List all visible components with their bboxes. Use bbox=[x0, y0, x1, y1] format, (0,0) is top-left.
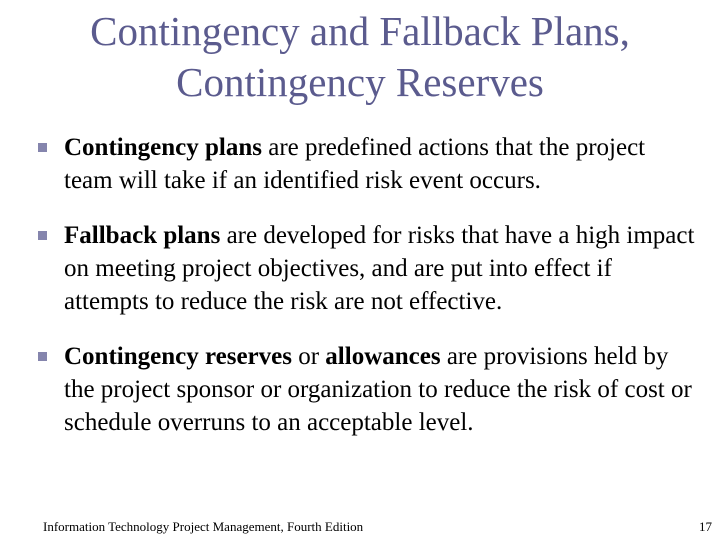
bullet-item bbox=[38, 131, 698, 197]
term: Fallback plans bbox=[64, 222, 221, 249]
bullet-list bbox=[38, 131, 698, 461]
title-line-2: Contingency Reserves bbox=[176, 59, 544, 105]
term: Contingency reserves bbox=[64, 343, 292, 370]
term: Contingency plans bbox=[64, 134, 262, 161]
text: or bbox=[291, 343, 326, 370]
square-bullet-icon bbox=[38, 231, 47, 240]
text: are provisions held by the project sponsor or organization to reduce the risk of cost or schedule overruns to an acceptable level. bbox=[64, 343, 692, 436]
slide-title bbox=[0, 6, 720, 108]
title-line-1: Contingency and Fallback Plans, bbox=[90, 8, 630, 54]
footer-text: Information Technology Project Management, Fourth Edition bbox=[43, 519, 364, 534]
term: allowances bbox=[325, 343, 441, 370]
square-bullet-icon bbox=[38, 352, 47, 361]
bullet-item bbox=[38, 219, 698, 318]
square-bullet-icon bbox=[38, 143, 47, 152]
page-number: 17 bbox=[699, 519, 712, 534]
bullet-item bbox=[38, 340, 698, 439]
text: are developed for risks that have a high impact on meeting project objectives, and are put into effect if attempts to reduce the risk are not effective. bbox=[64, 222, 695, 315]
text: are predefined actions that the project team will take if an identified risk event occurs. bbox=[64, 134, 646, 194]
